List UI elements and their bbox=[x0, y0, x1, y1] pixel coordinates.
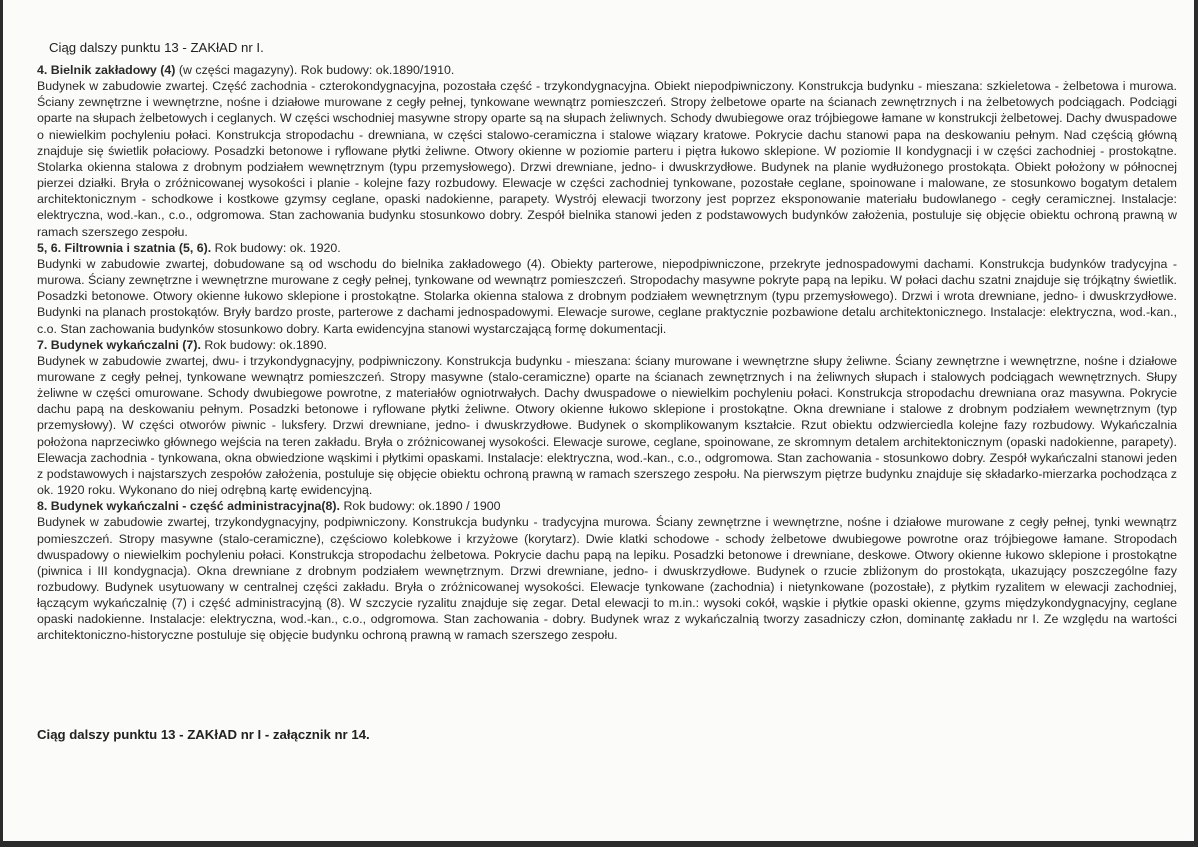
section-title-5-6: 5, 6. Filtrownia i szatnia (5, 6). bbox=[37, 240, 212, 255]
section-heading-5-6 bbox=[37, 240, 1177, 256]
section-meta-8: Rok budowy: ok.1890 / 1900 bbox=[340, 499, 501, 514]
section-body-7: Budynek w zabudowie zwartej, dwu- i trzykondygnacyjny, podpiwniczony. Konstrukcja budynku - mieszana: ściany murowane i wewnętrzne słupy żeliwne. Ściany zewnętrzne i wewnętrzne, nośne i działowe murowane z cegły pełnej, tynkowane wewnątrz pomieszczeń. Stropy masywne (stalo-ceramiczne) oparte na ścianach zewnętrznych i na żeliwnych słupach i stalowych podciągach wewnętrznych. Słupy żeliwne w części omurowane. Schody dwubiegowe powrotne, z materiałów ogniotrwałych. Dachy dwuspadowe o niewielkim pochyleniu połaci. Konstrukcja stropodachu drewniana oraz masywna. Pokrycie dachu papą na deskowaniu pełnym. Posadzki betonowe i ryflowane płytki żeliwne. Otwory okienne łukowo sklepione i prostokątne. Okna drewniane i stalowe z drobnym podziałem wewnętrznym (typ przemysłowy). W części otworów piwnic - luksfery. Drzwi drewniane, jedno- i dwuskrzydłowe. Budynek o skomplikowanym kształcie. Rzut obiektu odzwierciedla kolejne fazy rozbudowy. Wykańczalnia położona naprzeciwko głównego wejścia na teren zakładu. Bryła o zróżnicowanej wysokości. Elewacje surowe, ceglane, spoinowane, ze skromnym detalem architektonicznym (opaski nadokienne, parapety). Elewacja zachodnia - tynkowana, okna obwiedzione wąskimi i płytkimi opaskami. Instalacje: elektryczna, wod.-kan., c.o., odgromowa. Stan zachowania - stosunkowo dobry. Zespół wykańczalni stanowi jeden z podstawowych i najstarszych zespołów założenia, postuluje się objęcie obiektu ochroną prawną w ramach szerszego zespołu. Na pierwszym piętrze budynku znajduje się składarko-mierzarka pochodząca z ok. 1920 roku. Wykonano do niej odrębną kartę ewidencyjną. bbox=[37, 353, 1177, 498]
section-heading-4 bbox=[37, 62, 1177, 78]
section-body-4: Budynek w zabudowie zwartej. Część zachodnia - czterokondygnacyjna, pozostała część - trzykondygnacyjna. Obiekt niepodpiwniczony. Konstrukcja budynku - mieszana: szkieletowa - żelbetowa i murowa. Ściany zewnętrzne i wewnętrzne, nośne i działowe murowane z cegły pełnej, tynkowane wewnątrz pomieszczeń. Stropy żelbetowe oparte na ścianach zewnętrznych i na żelbetowych podciągach. Podciągi oparte na słupach żelbetowych i ceglanych. W części wschodniej masywne stropy oparte są na słupach żeliwnych. Schody dwubiegowe oraz trójbiegowe łamane w konstrukcji żelbetowej. Dachy dwuspadowe o niewielkim pochyleniu połaci. Konstrukcja stropodachu - drewniana, w części stalowo-ceramiczna i stalowe wiązary kratowe. Pokrycie dachu stanowi papa na deskowaniu pełnym. Nad częścią główną znajduje się świetlik połaciowy. Posadzki betonowe i ryflowane płytki żeliwne. Otwory okienne w poziomie parteru i piętra łukowo sklepione. W poziomie II kondygnacji i w części zachodniej - prostokątne. Stolarka okienna stalowa z drobnym podziałem wewnętrznym (typu przemysłowego). Drzwi drewniane, jedno- i dwuskrzydłowe. Budynek na planie wydłużonego prostokąta. Obiekt położony w północnej pierzei działki. Bryła o zróżnicowanej wysokości i planie - kolejne fazy rozbudowy. Elewacje w części zachodniej tynkowane, pozostałe ceglane, spoinowane i malowane, ze stosunkowo bogatym detalem architektonicznym - schodkowe i kostkowe gzymsy ceglane, opaski nadokienne, parapety. Wystrój elewacji tworzony jest poprzez eksponowanie materiału budowlanego - cegły ceramicznej. Instalacje: elektryczna, wod.-kan., c.o., odgromowa. Stan zachowania budynku stosunkowo dobry. Zespół bielnika stanowi jeden z podstawowych budynków założenia, postuluje się objęcie obiektu ochroną prawną w ramach szerszego zespołu. bbox=[37, 79, 1177, 239]
section-meta-4: (w części magazyny). Rok budowy: ok.1890/1910. bbox=[175, 63, 455, 77]
section-body-5-6: Budynki w zabudowie zwartej, dobudowane są od wschodu do bielnika zakładowego (4). Obiekty parterowe, niepodpiwniczone, przekryte jednospadowymi dachami. Konstrukcja budynków tradycyjna - murowa. Ściany zewnętrzne i wewnętrzne murowane z cegły pełnej, tynkowane od wewnątrz pomieszczeń. Stropodachy masywne pokryte papą na lepiku. W połaci dachu szatni znajduje się trójkątny świetlik. Posadzki betonowe. Otwory okienne łukowo sklepione i prostokątne. Stolarka okienna stalowa z drobnym podziałem wewnętrznym (typu przemysłowego). Drzwi i wrota drewniane, jedno- i dwuskrzydłowe. Budynki na planach prostokątów. Bryły bardzo proste, parterowe z dachami jednospadowymi. Elewacje surowe, ceglane praktycznie pozbawione detalu architektonicznego. Instalacje: elektryczna, wod.-kan., c.o. Stan zachowania budynków stosunkowo dobry. Karta ewidencyjna stanowi wystarczającą formę dokumentacji. bbox=[37, 256, 1177, 336]
section-body-8: Budynek w zabudowie zwartej, trzykondygnacyjny, podpiwniczony. Konstrukcja budynku - tradycyjna murowa. Ściany zewnętrzne i wewnętrzne, nośne i działowe murowane z cegły pełnej, tynki wewnątrz pomieszczeń. Stropy masywne (stalo-ceramiczne), częściowo kolebkowe i krzyżowe (korytarz). Dwie klatki schodowe - schody żelbetowe dwubiegowe powrotne oraz trójbiegowe łamane. Stropodach dwuspadowy o niewielkim pochyleniu połaci. Konstrukcja stropodachu żelbetowa. Pokrycie dachu papą na lepiku. Posadzki betonowe i drewniane, deskowe. Otwory okienne łukowo sklepione i prostokątne (piwnica i III kondygnacja). Okna drewniane z drobnym podziałem wewnętrznym. Drzwi drewniane, jedno- i dwuskrzydłowe. Budynek o rzucie zbliżonym do prostokąta, ukazujący poszczególne fazy rozbudowy. Budynek usytuowany w centralnej części zakładu. Bryła o zróżnicowanej wysokości. Elewacje tynkowane (zachodnia) i nietynkowane (pozostałe), z płytkim ryzalitem w elewacji zachodniej, łączącym wykańczalnię (7) i część administracyjną (8). W szczycie ryzalitu znajduje się zegar. Detal elewacji to m.in.: wysoki cokół, wąskie i płytkie opaski okienne, gzyms międzykondygnacyjny, ceglane opaski nadokienne. Instalacje: elektryczna, wod.-kan., c.o., odgromowa. Stan zachowania - dobry. Budynek wraz z wykańczalnią tworzy zasadniczy człon, dominantę zakładu nr I. Ze względu na wartości architektoniczno-historyczne postuluje się objęcie budynku ochroną prawną w ramach szerszego zespołu. bbox=[37, 515, 1177, 643]
section-heading-7 bbox=[37, 337, 1177, 353]
section-title-4: 4. Bielnik zakładowy (4) bbox=[37, 63, 176, 77]
section-meta-7: Rok budowy: ok.1890. bbox=[200, 337, 327, 352]
section-meta-5-6: Rok budowy: ok. 1920. bbox=[211, 240, 341, 255]
section-title-7: 7. Budynek wykańczalni (7). bbox=[37, 337, 201, 352]
section-heading-8 bbox=[37, 498, 1177, 514]
page-header: Ciąg dalszy punktu 13 - ZAKłAD nr I. bbox=[49, 40, 264, 55]
document-body bbox=[37, 62, 1177, 644]
section-title-8: 8. Budynek wykańczalni - część administracyjna(8). bbox=[37, 499, 341, 514]
page-footer: Ciąg dalszy punktu 13 - ZAKłAD nr I - załącznik nr 14. bbox=[37, 727, 370, 742]
